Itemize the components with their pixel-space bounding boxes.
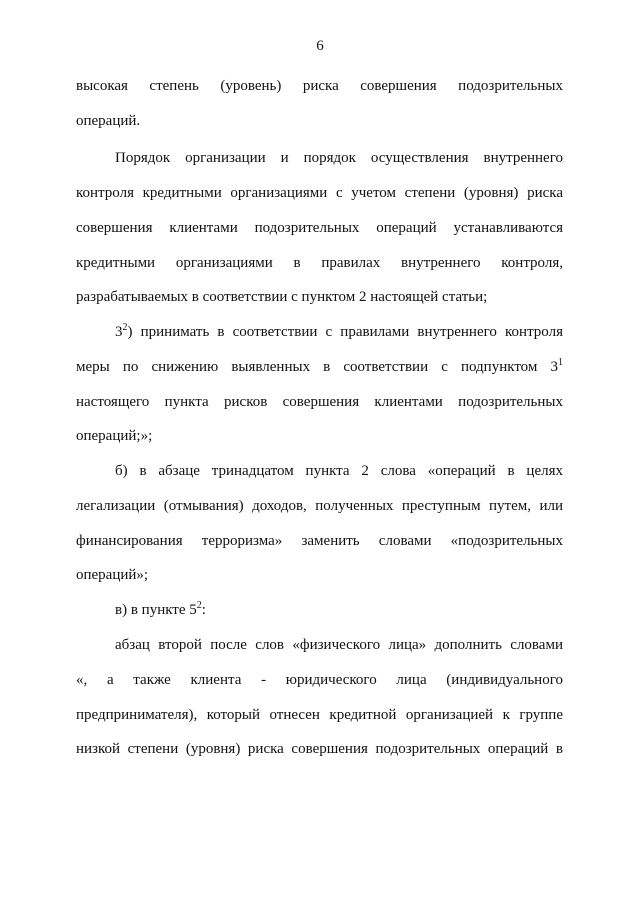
item-number: $3^2$ [115, 322, 128, 340]
text-line: совершения клиентами подозрительных операций устанавливаются [76, 220, 563, 236]
text-line: абзац второй после слов «физического лица» дополнить словами [115, 637, 563, 653]
text-line: операций»; [76, 567, 149, 583]
text-line: кредитными организациями в правилах внутреннего контроля, [76, 255, 563, 271]
text-line: легализации (отмывания) доходов, полученных преступным путем, или [76, 498, 563, 514]
text-line: высокая степень (уровень) риска совершения подозрительных [76, 78, 563, 94]
text-line: операций;»; [76, 428, 153, 444]
text-line: в) в пункте $5^2$: [115, 600, 206, 618]
page-number: 6 [316, 38, 324, 54]
text-line: финансирования терроризма» заменить словами «подозрительных [76, 533, 563, 549]
superscript: 1 [558, 357, 563, 368]
text-line: предпринимателя), который отнесен кредитной организацией к группе [76, 707, 563, 723]
text-line: меры по снижению выявленных в соответствии с подпунктом $3^1$ [76, 357, 563, 375]
superscript: 2 [196, 600, 202, 611]
text-line: операций. [76, 113, 141, 129]
text-line: б) в абзаце тринадцатом пункта 2 слова «операций в целях [115, 463, 563, 479]
text-line: разрабатываемых в соответствии с пунктом 2 настоящей статьи; [76, 289, 488, 305]
text-line: низкой степени (уровня) риска совершения подозрительных операций в [76, 741, 563, 757]
text-line: $3^2$) принимать в соответствии с правилами внутреннего контроля [115, 322, 563, 340]
text-line: Порядок организации и порядок осуществления внутреннего [115, 150, 563, 166]
text-line: настоящего пункта рисков совершения клиентами подозрительных [76, 394, 563, 410]
text-line: «, а также клиента - юридического лица (индивидуального [76, 672, 563, 688]
text-line: контроля кредитными организациями с учетом степени (уровня) риска [76, 185, 563, 201]
